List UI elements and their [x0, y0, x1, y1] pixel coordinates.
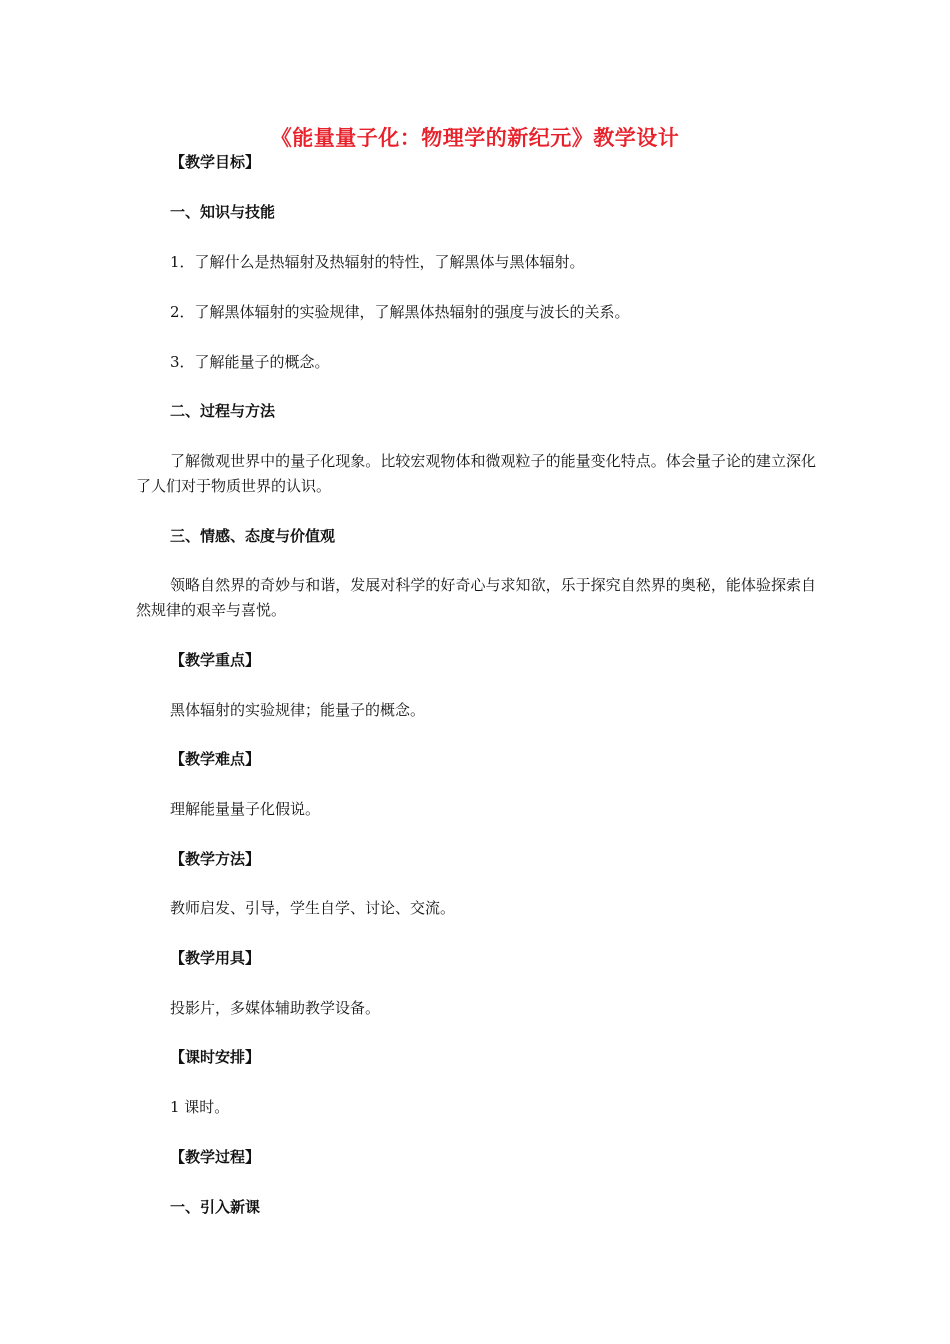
knowledge-heading: 一、知识与技能: [170, 203, 276, 221]
intro-heading: 一、引入新课: [170, 1198, 261, 1216]
document-title: 《能量量子化：物理学的新纪元》教学设计: [270, 126, 680, 150]
objectives-heading: 【教学目标】: [170, 153, 261, 171]
schedule-heading: 【课时安排】: [170, 1048, 261, 1066]
knowledge-item-3: 3．了解能量子的概念。: [170, 353, 330, 371]
difficulties-heading: 【教学难点】: [170, 750, 261, 768]
methods-text: 教师启发、引导，学生自学、讨论、交流。: [170, 899, 456, 917]
key-points-text: 黑体辐射的实验规律；能量子的概念。: [170, 701, 426, 719]
schedule-text: 1 课时。: [170, 1098, 230, 1116]
knowledge-item-2: 2．了解黑体辐射的实验规律，了解黑体热辐射的强度与波长的关系。: [170, 303, 630, 321]
procedure-heading: 【教学过程】: [170, 1148, 261, 1166]
emotion-heading: 三、情感、态度与价值观: [170, 527, 336, 545]
process-paragraph: 了解微观世界中的量子化现象。比较宏观物体和微观粒子的能量变化特点。体会量子论的建立深化了人们对于物质世界的认识。: [136, 452, 816, 495]
tools-text: 投影片，多媒体辅助教学设备。: [170, 999, 381, 1017]
emotion-paragraph: 领略自然界的奇妙与和谐，发展对科学的好奇心与求知欲，乐于探究自然界的奥秘，能体验探索自然规律的艰辛与喜悦。: [136, 576, 816, 619]
key-points-heading: 【教学重点】: [170, 651, 261, 669]
methods-heading: 【教学方法】: [170, 850, 261, 868]
tools-heading: 【教学用具】: [170, 949, 261, 967]
difficulties-text: 理解能量量子化假说。: [170, 800, 321, 818]
knowledge-item-1: 1．了解什么是热辐射及热辐射的特性，了解黑体与黑体辐射。: [170, 253, 585, 271]
process-heading: 二、过程与方法: [170, 402, 276, 420]
